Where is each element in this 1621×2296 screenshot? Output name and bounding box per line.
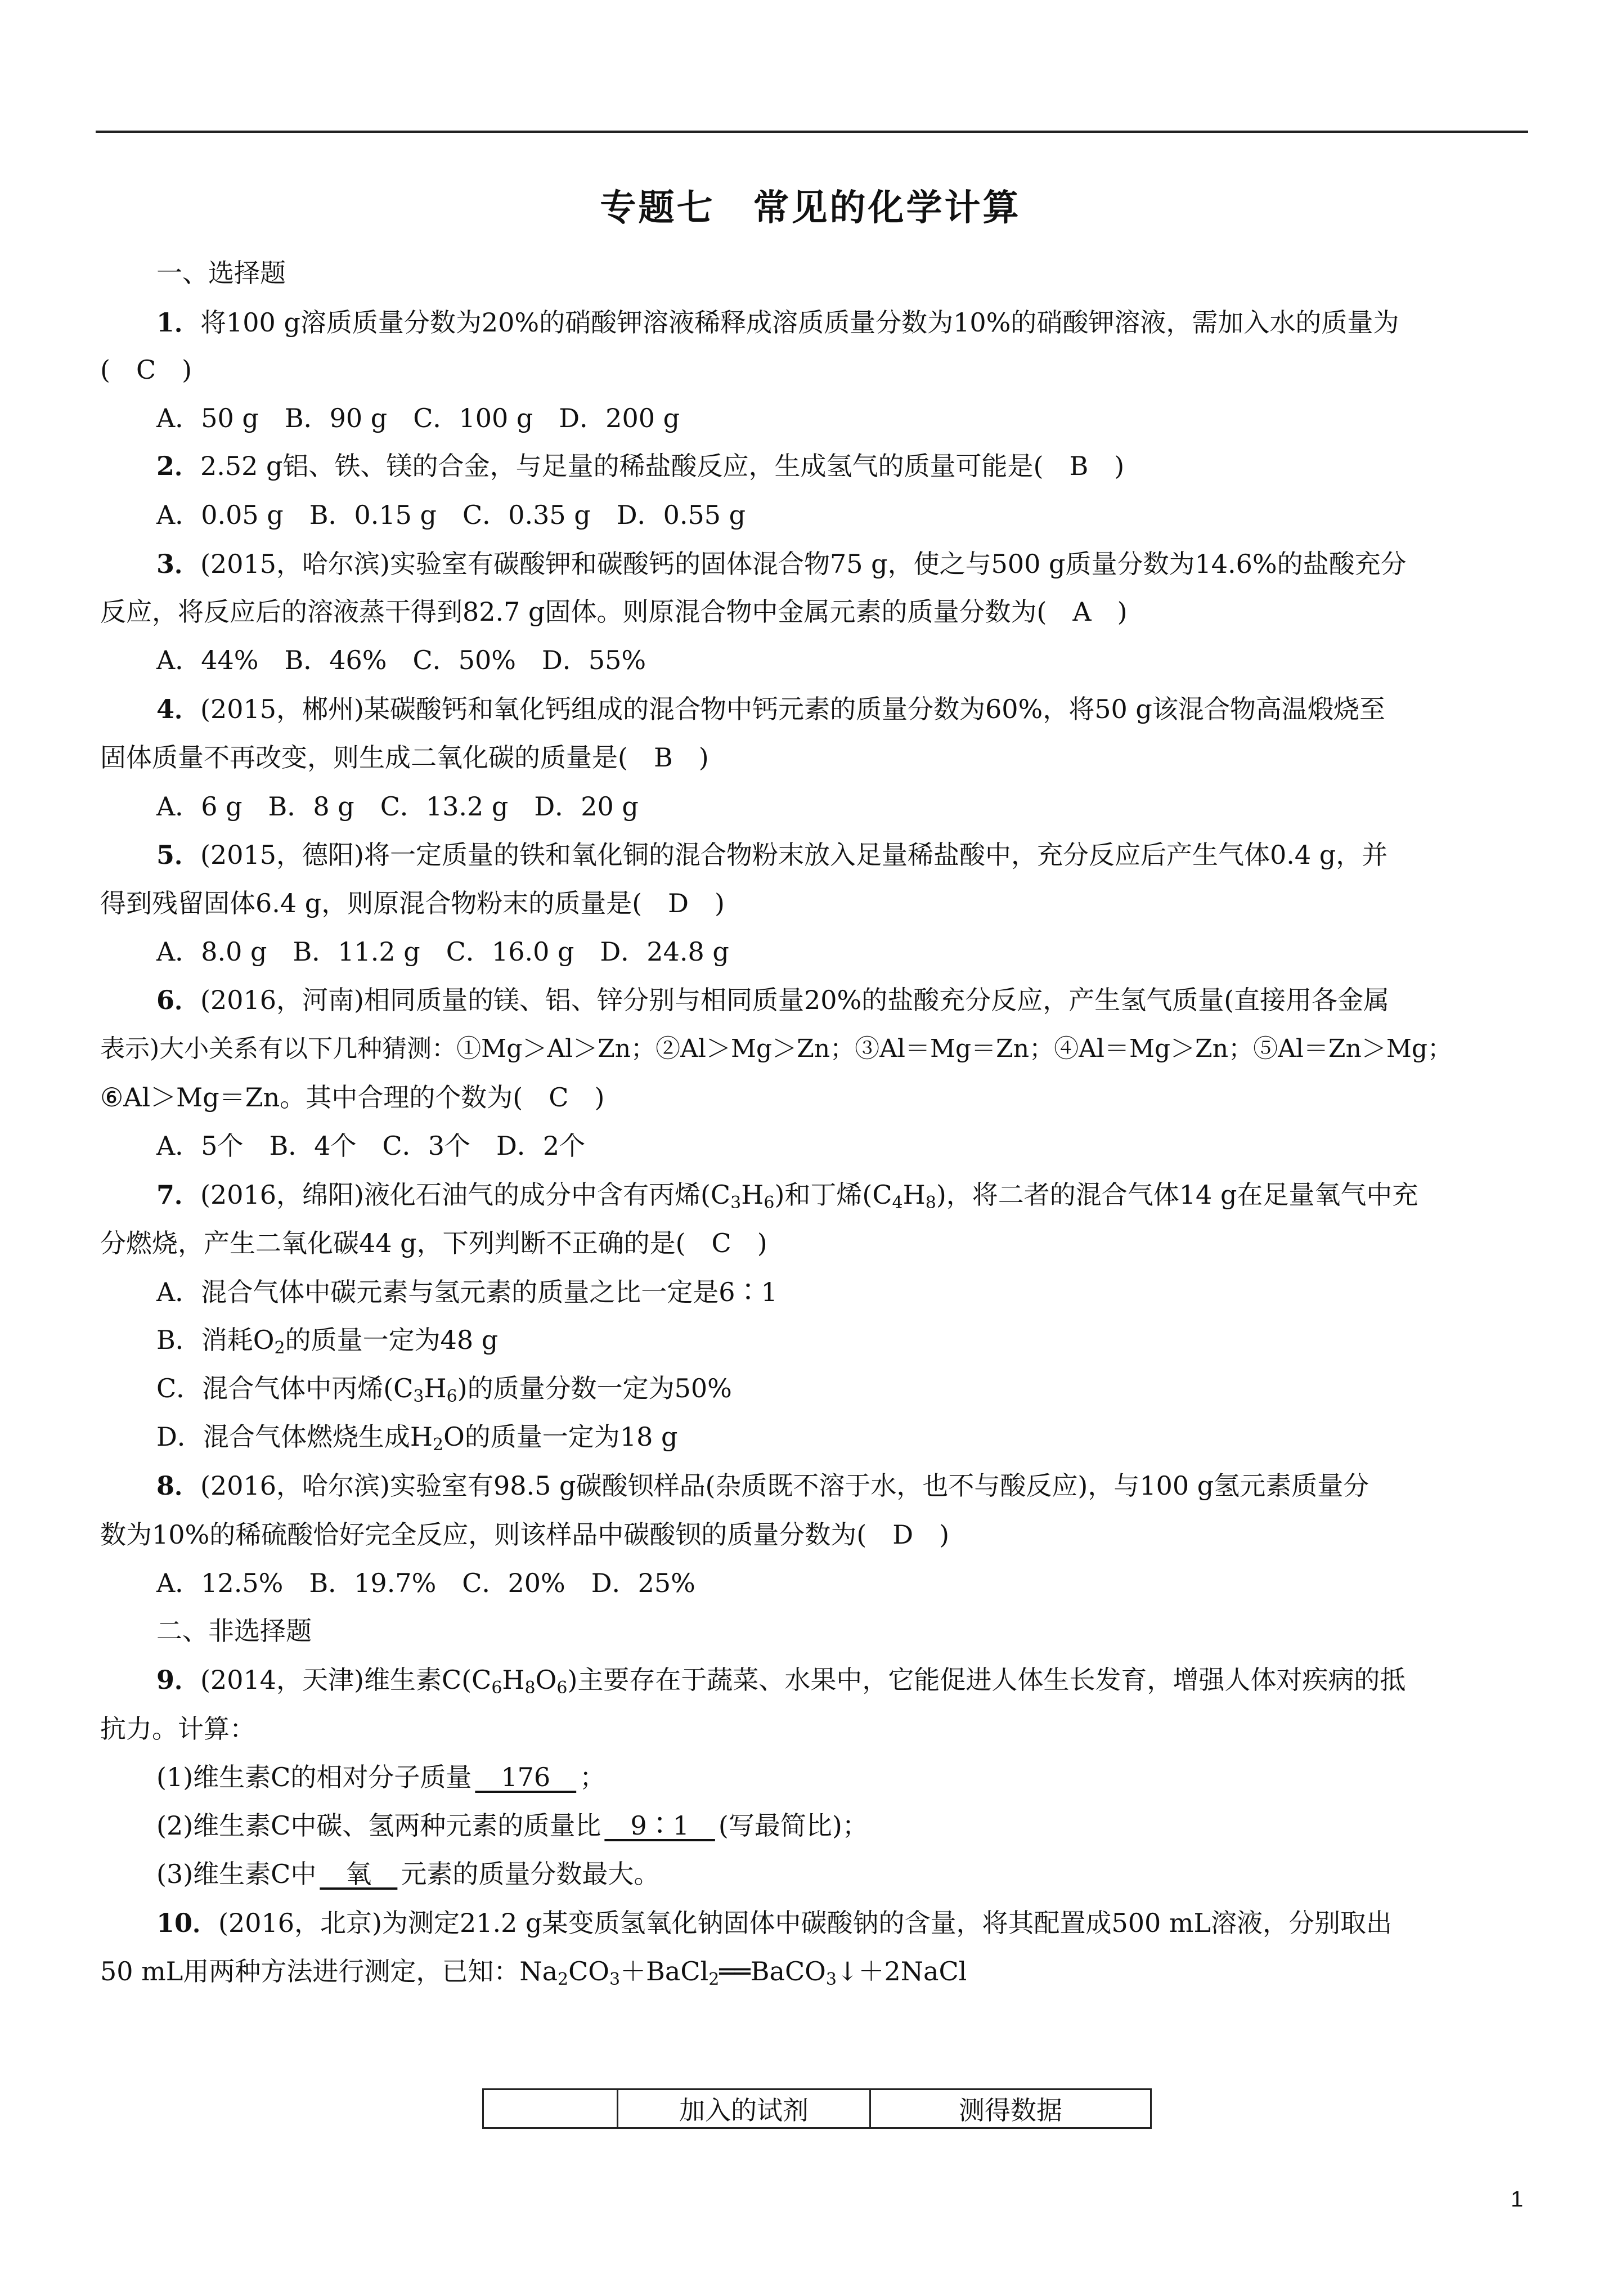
question-8-line-2: 数为10%的稀硫酸恰好完全反应，则该样品中碳酸钡的质量分数为( D )	[100, 1519, 950, 1550]
header-rule	[96, 131, 1528, 133]
text-run: ↓＋2NaCl	[836, 1956, 967, 1986]
question-3	[156, 547, 1407, 581]
question-number: 2．	[156, 451, 201, 481]
question-9-part-3	[156, 1857, 659, 1891]
question-text: (2016，北京)为测定21.2 g某变质氢氧化钠固体中碳酸钠的含量，将其配置成500 mL溶液，分别取出	[218, 1908, 1393, 1938]
page-title: 专题七 常见的化学计算	[600, 187, 1021, 229]
question-5-options: A．8.0 g B．11.2 g C．16.0 g D．24.8 g	[156, 936, 729, 967]
question-text: (2015，郴州)某碳酸钙和氧化钙组成的混合物中钙元素的质量分数为60%，将50 g该混合物高温煅烧至	[200, 694, 1385, 724]
section-heading-choice: 一、选择题	[156, 258, 286, 288]
text-run: O	[535, 1665, 557, 1695]
question-5	[156, 838, 1387, 872]
question-number: 5．	[156, 840, 201, 870]
text-run: (2014，天津)维生素C(C	[200, 1665, 492, 1695]
text-run: (写最简比)；	[718, 1810, 868, 1841]
subscript: 2	[274, 1338, 285, 1358]
text-run: (1)维生素C的相对分子质量	[156, 1762, 472, 1792]
question-10-line-2	[100, 1954, 967, 1988]
question-1-options: A．50 g B．90 g C．100 g D．200 g	[156, 403, 680, 433]
subscript: 2	[708, 1970, 720, 1989]
section-heading-nonchoice: 二、非选择题	[156, 1616, 312, 1646]
subscript: 6	[446, 1387, 457, 1406]
question-7-line-2: 分燃烧，产生二氧化碳44 g，下列判断不正确的是( C )	[100, 1228, 767, 1258]
answer-blank: 氧	[320, 1859, 398, 1889]
subscript: 2	[433, 1435, 444, 1455]
text-run: H	[502, 1665, 525, 1695]
question-7-option-a: A．混合气体中碳元素与氢元素的质量之比一定是6∶1	[156, 1277, 778, 1307]
question-9-line-2: 抗力。计算：	[100, 1714, 255, 1744]
question-9-part-1	[156, 1760, 605, 1794]
question-number: 6．	[156, 985, 201, 1015]
question-number: 8．	[156, 1470, 201, 1501]
question-4	[156, 692, 1385, 726]
text-run: H	[741, 1180, 764, 1210]
question-5-line-2: 得到残留固体6.4 g，则原混合物粉末的质量是( D )	[100, 888, 725, 918]
text-run: ＋BaCl	[620, 1956, 709, 1986]
text-run: )，将二者的混合气体14 g在足量氧气中充	[936, 1180, 1418, 1210]
text-run: (3)维生素C中	[156, 1859, 317, 1889]
text-run: H	[424, 1373, 447, 1403]
subscript: 3	[609, 1970, 621, 1989]
question-9	[156, 1663, 1406, 1697]
question-number: 1．	[156, 307, 201, 338]
subscript: 3	[730, 1193, 742, 1213]
question-number: 10．	[156, 1908, 219, 1938]
subscript: 8	[524, 1678, 536, 1698]
question-6	[156, 983, 1389, 1017]
text-run: B．消耗O	[156, 1325, 275, 1355]
question-text: 将100 g溶质质量分数为20%的硝酸钾溶液稀释成溶质质量分数为10%的硝酸钾溶液，需加入水的质量为	[200, 307, 1399, 338]
question-number: 3．	[156, 549, 201, 579]
question-7	[156, 1178, 1418, 1212]
text-run: ══BaCO	[719, 1956, 826, 1986]
text-run: )的质量分数一定为50%	[457, 1373, 732, 1403]
text-run: CO	[568, 1956, 610, 1986]
answer-blank: 9∶1	[604, 1810, 715, 1841]
question-number: 7．	[156, 1180, 201, 1210]
text-run: 50 mL用两种方法进行测定，已知：Na	[100, 1956, 558, 1986]
text-run: 元素的质量分数最大。	[401, 1859, 660, 1889]
subscript: 3	[413, 1387, 424, 1406]
text-run: D．混合气体燃烧生成H	[156, 1421, 433, 1452]
text-run: (2)维生素C中碳、氢两种元素的质量比	[156, 1810, 601, 1841]
question-10	[156, 1906, 1392, 1940]
subscript: 8	[925, 1193, 936, 1213]
question-8-options: A．12.5% B．19.7% C．20% D．25%	[156, 1568, 695, 1598]
question-text: (2015，哈尔滨)实验室有碳酸钾和碳酸钙的固体混合物75 g，使之与500 g质量分数为14.6%的盐酸充分	[200, 549, 1407, 579]
question-2	[156, 449, 1124, 483]
question-4-options: A．6 g B．8 g C．13.2 g D．20 g	[156, 791, 639, 822]
question-number: 4．	[156, 694, 201, 724]
question-9-part-2	[156, 1809, 868, 1842]
table-header-cell: 加入的试剂	[618, 2089, 870, 2128]
text-run: O的质量一定为18 g	[443, 1421, 678, 1452]
measurement-table	[482, 2088, 1152, 2129]
question-6-options: A．5个 B．4个 C．3个 D．2个	[156, 1131, 586, 1161]
question-1	[156, 306, 1399, 339]
question-8	[156, 1469, 1369, 1503]
subscript: 3	[825, 1970, 837, 1989]
subscript: 6	[764, 1193, 775, 1213]
question-number: 9．	[156, 1665, 201, 1695]
text-run: )主要存在于蔬菜、水果中，它能促进人体生长发育，增强人体对疾病的抵	[567, 1665, 1406, 1695]
question-text: 2.52 g铝、铁、镁的合金，与足量的稀盐酸反应，生成氢气的质量可能是( B )	[200, 451, 1125, 481]
table-header-row	[483, 2089, 1151, 2128]
subscript: 4	[892, 1193, 903, 1213]
question-text: (2015，德阳)将一定质量的铁和氧化铜的混合物粉末放入足量稀盐酸中，充分反应后产生气体0.4 g，并	[200, 840, 1388, 870]
subscript: 6	[556, 1678, 568, 1698]
question-1-line-2: ( C )	[100, 355, 192, 385]
text-run: H	[902, 1180, 926, 1210]
question-text: (2016，河南)相同质量的镁、铝、锌分别与相同质量20%的盐酸充分反应，产生氢气质量(直接用各金属	[200, 985, 1390, 1015]
table-header-cell: 测得数据	[870, 2089, 1151, 2128]
question-6-line-2: 表示)大小关系有以下几种猜测：①Mg＞Al＞Zn；②Al＞Mg＞Zn；③Al＝Mg＝Zn；④Al＝Mg＞Zn；⑤Al＝Zn＞Mg；	[100, 1034, 1453, 1063]
question-7-option-b	[156, 1323, 498, 1357]
question-text: (2016，哈尔滨)实验室有98.5 g碳酸钡样品(杂质既不溶于水，也不与酸反应)，与100 g氢元素质量分	[200, 1470, 1369, 1501]
answer-blank: 176	[475, 1762, 577, 1792]
table-header-cell	[483, 2089, 618, 2128]
question-4-line-2: 固体质量不再改变，则生成二氧化碳的质量是( B )	[100, 742, 709, 773]
question-6-line-3: ⑥Al＞Mg＝Zn。其中合理的个数为( C )	[100, 1082, 605, 1113]
text-run: ；	[580, 1762, 606, 1792]
question-7-option-c	[156, 1371, 732, 1405]
question-3-options: A．44% B．46% C．50% D．55%	[156, 645, 646, 675]
subscript: 2	[558, 1970, 569, 1989]
subscript: 6	[491, 1678, 502, 1698]
question-2-options: A．0.05 g B．0.15 g C．0.35 g D．0.55 g	[156, 500, 746, 530]
text-run: 的质量一定为48 g	[285, 1325, 499, 1355]
question-7-option-d	[156, 1420, 677, 1454]
page-number: 1	[1511, 2187, 1524, 2212]
question-3-line-2: 反应，将反应后的溶液蒸干得到82.7 g固体。则原混合物中金属元素的质量分数为( A )	[100, 597, 1128, 627]
text-run: (2016，绵阳)液化石油气的成分中含有丙烯(C	[200, 1180, 731, 1210]
text-run: C．混合气体中丙烯(C	[156, 1373, 414, 1403]
text-run: )和丁烯(C	[774, 1180, 892, 1210]
